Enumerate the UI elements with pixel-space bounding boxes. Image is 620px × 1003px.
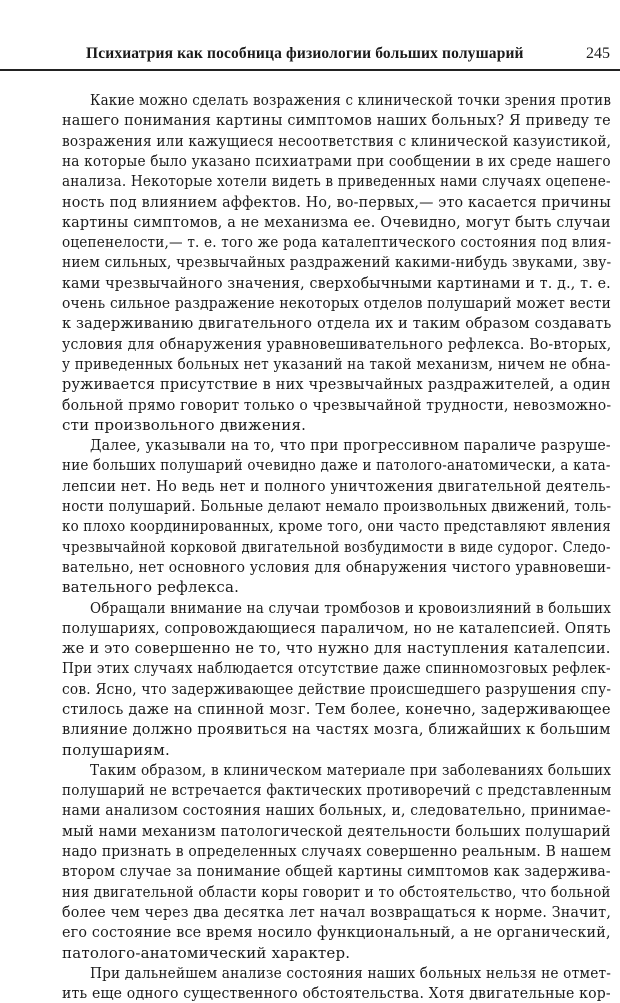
text-line: анализа. Некоторые хотели видеть в приведенных нами случаях оцепене- xyxy=(62,172,611,190)
text-line: Таким образом, в клиническом материале при заболеваниях больших xyxy=(90,761,612,779)
text-line: оцепенелости,— т. е. того же рода каталептического состояния под влия- xyxy=(62,233,612,251)
text-line: Обращали внимание на случаи тромбозов и кровоизлияний в больших xyxy=(90,599,612,617)
text-line: втором случае за понимание общей картины симптомов как задержива- xyxy=(62,862,611,880)
text-line: нием сильных, чрезвычайных раздражений какими-нибудь звуками, зву- xyxy=(62,253,612,271)
running-head xyxy=(0,38,620,68)
text-line: более чем через два десятка лет начал возвращаться к норме. Значит, xyxy=(62,903,612,921)
text-line: полушариях, сопровождающиеся параличом, но не каталепсией. Опять xyxy=(62,619,611,637)
text-line: к задерживанию двигательного отдела их и таким образом создавать xyxy=(62,314,612,332)
text-line: чрезвычайной корковой двигательной возбудимости в виде судорог. Следо- xyxy=(62,538,611,556)
text-line: у приведенных больных нет указаний на такой механизм, ничем не обна- xyxy=(62,355,611,373)
text-line: сов. Ясно, что задерживающее действие происшедшего разрушения спу- xyxy=(62,680,612,698)
text-line: Далее, указывали на то, что при прогрессивном параличе разруше- xyxy=(90,436,611,454)
text-line: условия для обнаружения уравновешивательного рефлекса. Во-вторых, xyxy=(62,335,612,353)
text-line: ния двигательной области коры говорит и то обстоятельство, что больной xyxy=(62,883,611,901)
text-line: ние больших полушарий очевидно даже и патолого-анатомически, а ката- xyxy=(62,456,611,474)
text-line: лепсии нет. Но ведь нет и полного уничтожения двигательной деятель- xyxy=(62,477,611,495)
running-title: Психиатрия как пособница физиологии больших полушарий xyxy=(86,45,524,62)
text-line: очень сильное раздражение некоторых отделов полушарий может вести xyxy=(62,294,612,312)
text-line: мый нами механизм патологической деятельности больших полушарий xyxy=(62,822,611,840)
text-line: больной прямо говорит только о чрезвычайной трудности, невозможно- xyxy=(62,396,612,414)
text-line: Какие можно сделать возражения с клинической точки зрения против xyxy=(90,91,612,109)
text-line: полушарий не встречается фактических противоречий с представленным xyxy=(62,781,612,799)
text-line: ками чрезвычайного значения, сверхобычными картинами и т. д., т. е. xyxy=(62,274,611,292)
text-line: нашего понимания картины симптомов наших больных? Я приведу те xyxy=(62,111,611,129)
text-line: патолого-анатомический характер. xyxy=(62,944,351,962)
text-line: вательно, нет основного условия для обнаружения чистого уравновеши- xyxy=(62,558,612,576)
text-line: ность под влиянием аффектов. Но, во-первых,— это касается причины xyxy=(62,193,611,211)
text-line: влияние должно проявиться на частях мозга, ближайших к большим xyxy=(62,720,611,738)
text-line: картины симптомов, а не механизма ее. Очевидно, могут быть случаи xyxy=(62,213,611,231)
text-line: вательного рефлекса. xyxy=(62,578,240,596)
text-line: полушариям. xyxy=(62,741,170,759)
text-line: возражения или кажущиеся несоответствия с клинической казуистикой, xyxy=(62,132,612,150)
text-line: его состояние все время носило функциональный, а не органический, xyxy=(62,923,611,941)
text-line: При этих случаях наблюдается отсутствие даже спинномозговых рефлек- xyxy=(62,659,611,677)
text-line: же и это совершенно не то, что нужно для наступления каталепсии. xyxy=(62,639,611,657)
text-line: ко плохо координированных, кроме того, они часто представляют явления xyxy=(62,517,611,535)
text-line: на которые было указано психиатрами при сообщении в их среде нашего xyxy=(62,152,611,170)
text-line: ить еще одного существенного обстоятельства. Хотя двигательные кор- xyxy=(62,984,611,1002)
text-line: ности полушарий. Больные делают немало произвольных движений, толь- xyxy=(62,497,612,515)
header-rule xyxy=(0,69,620,71)
text-line: При дальнейшем анализе состояния наших больных нельзя не отмет- xyxy=(90,964,612,982)
text-line: надо признать в определенных случаях совершенно реальным. В нашем xyxy=(62,842,612,860)
page-number: 245 xyxy=(586,45,610,62)
text-line: руживается присутствие в них чрезвычайных раздражителей, а один xyxy=(62,375,611,393)
text-line: стилось даже на спинной мозг. Тем более, конечно, задерживающее xyxy=(62,700,611,718)
text-line: нами анализом состояния наших больных, и, следовательно, принимае- xyxy=(62,801,611,819)
text-line: сти произвольного движения. xyxy=(62,416,307,434)
